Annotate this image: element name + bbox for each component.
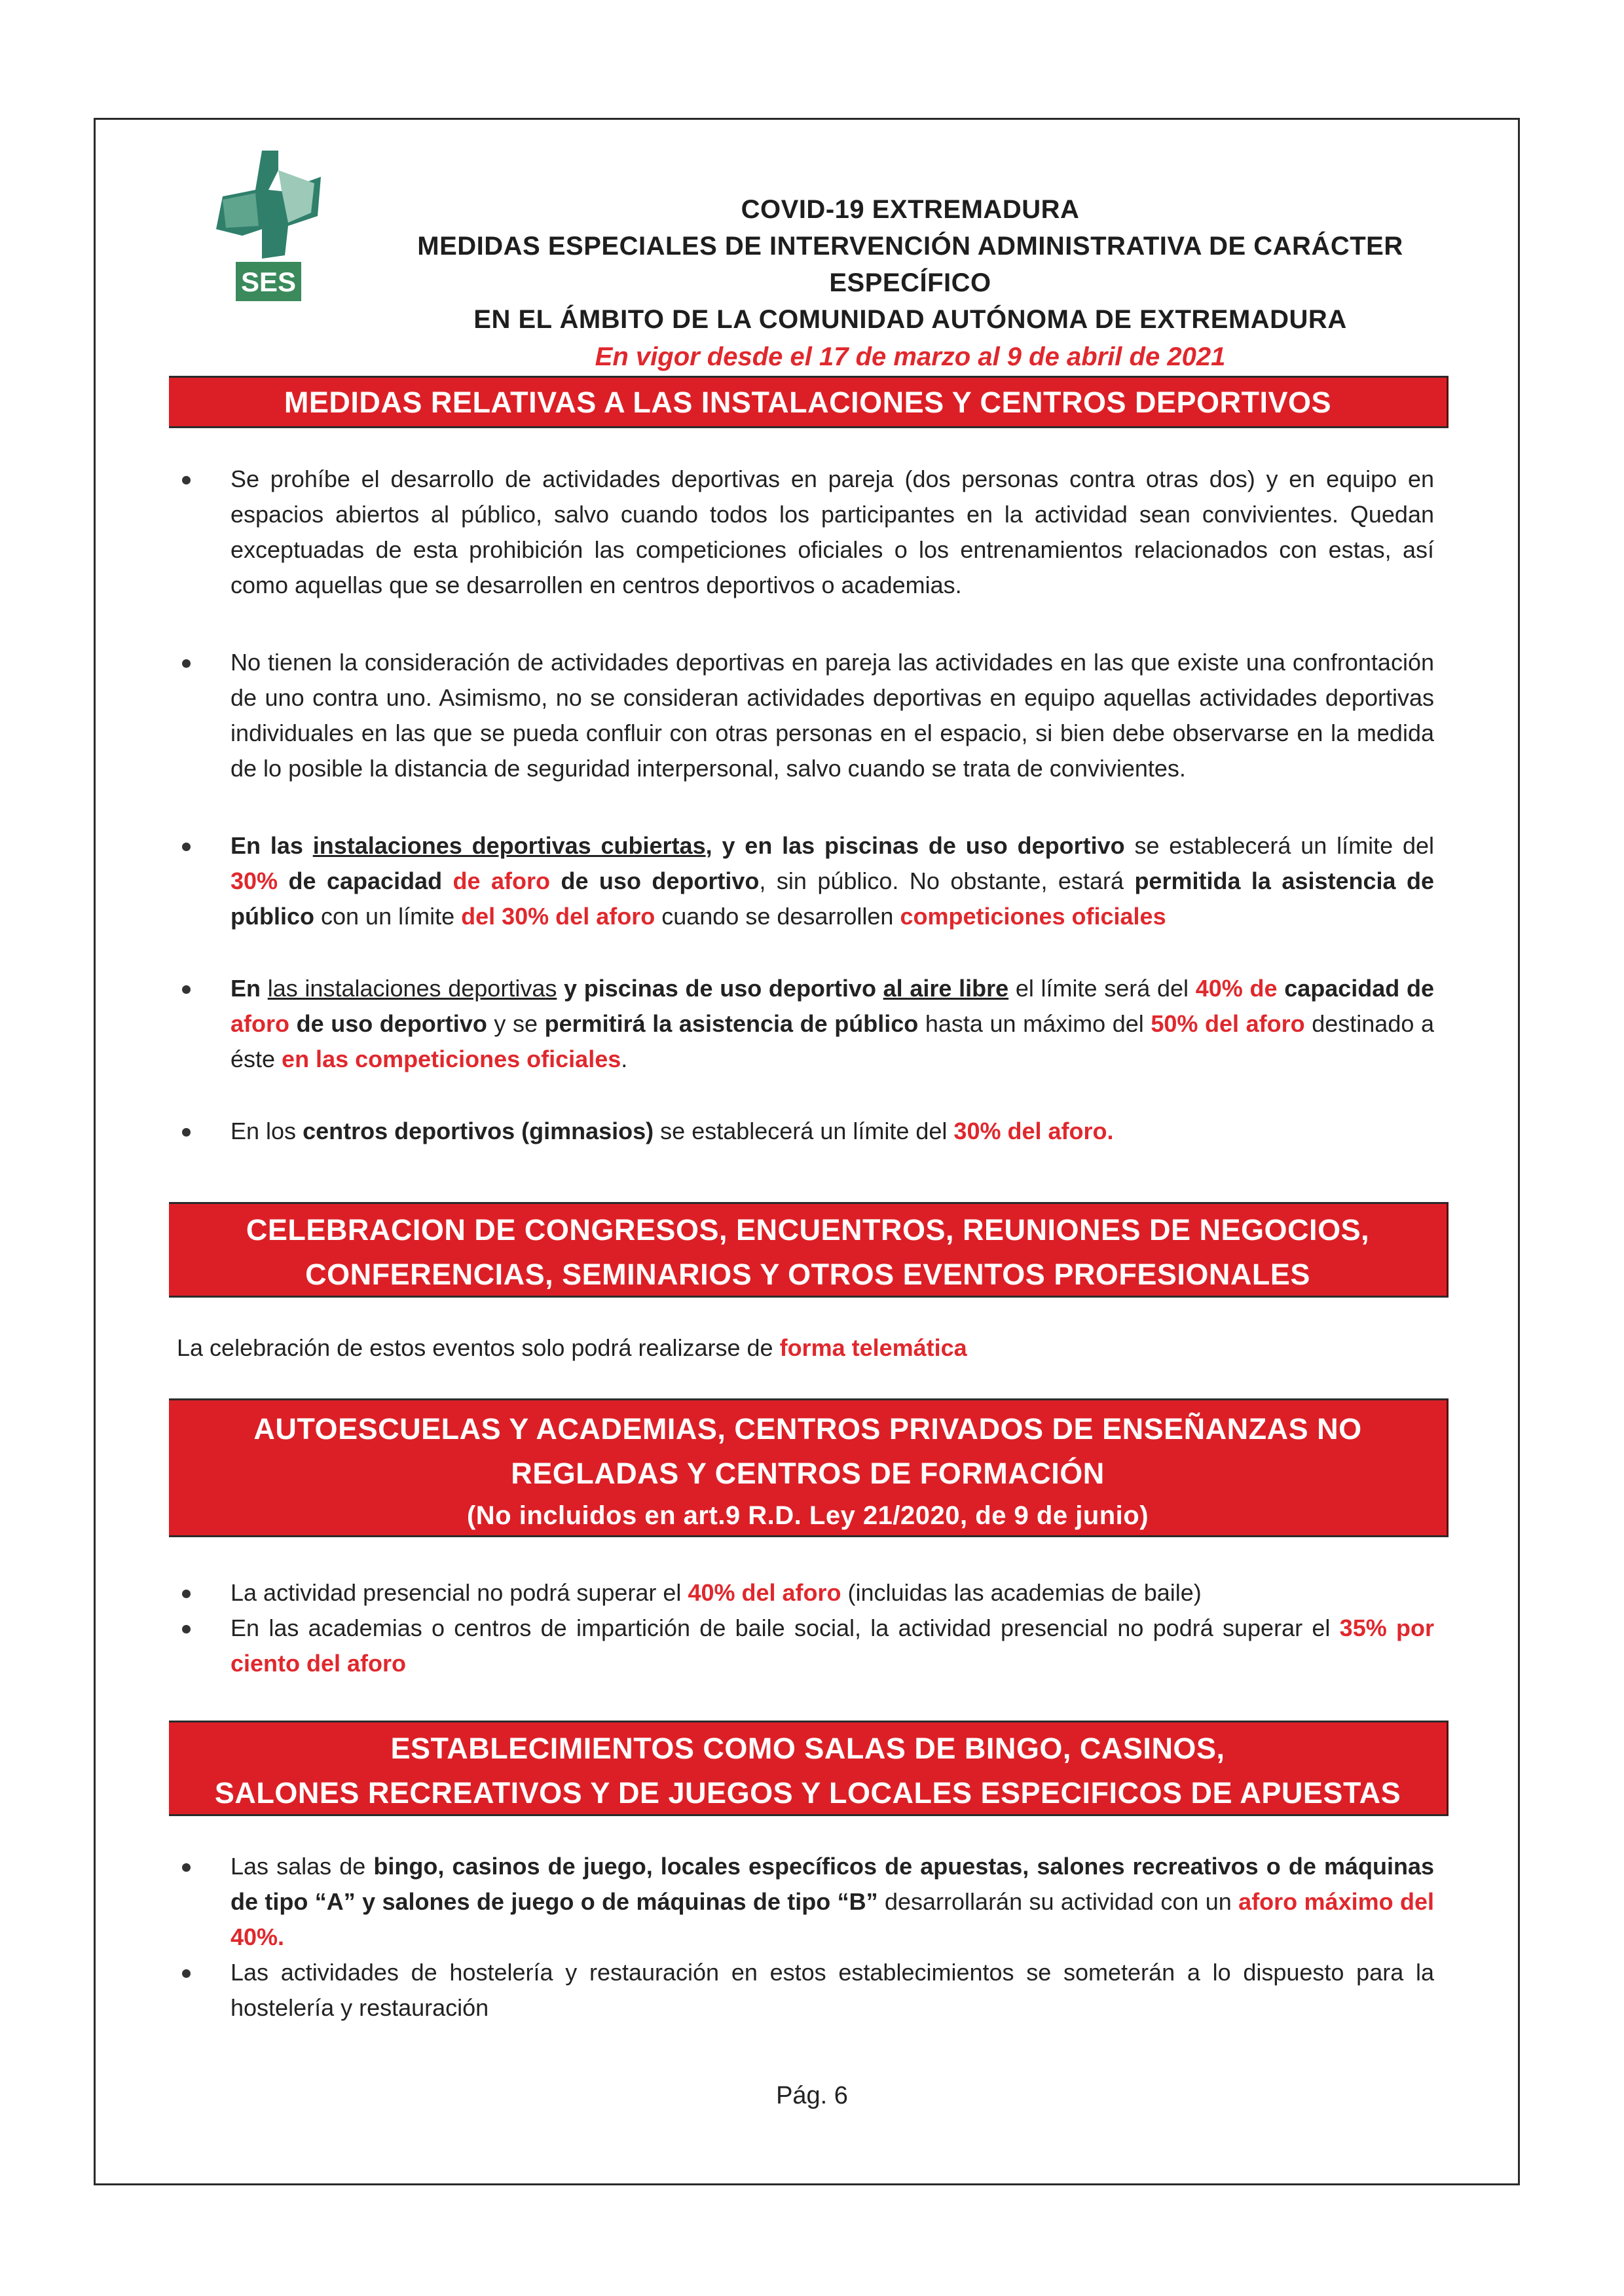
- section-academies-content: [177, 1575, 1434, 1681]
- page-number: Pág. 6: [776, 2082, 848, 2109]
- text-run: , sin público. No obstante, estará: [759, 867, 1135, 894]
- text-run: al aire libre: [883, 975, 1009, 1002]
- list-item: [177, 462, 1434, 603]
- text-run: 35% por ciento del aforo: [231, 1614, 1434, 1677]
- bullet-icon: [182, 476, 191, 484]
- text-run: En las academias o centros de impartición de baile social, la actividad presencial no podrá superar el: [231, 1614, 1340, 1641]
- list-item: [177, 1575, 1434, 1611]
- text-run: se establecerá un límite del: [1124, 832, 1434, 859]
- list-item: [177, 1849, 1434, 1955]
- text-run: se establecerá un límite del: [654, 1118, 954, 1144]
- bullet-icon: [182, 1590, 191, 1598]
- text-run: En: [231, 975, 268, 1002]
- text-run: de capacidad: [278, 867, 453, 894]
- bullet-text: Se prohíbe el desarrollo de actividades deportivas en pareja (dos personas contra otras dos) y en equipo en espacios abiertos al público, salvo cuando todos los participantes en la actividad sean convivientes. Quedan exceptuadas de esta prohibición las competiciones oficiales o los entrenamientos relacionados con estas, así como aquellas que se desarrollen en centros deportivos o academias.: [231, 465, 1434, 598]
- text-run: con un límite: [314, 903, 462, 930]
- section-congresses-content: [177, 1330, 1434, 1366]
- bullet-icon: [182, 843, 191, 851]
- bullet-text: Las actividades de hostelería y restauración en estos establecimientos se someterán a lo dispuesto para la hostelería y restauración: [231, 1959, 1434, 2021]
- bullet-text: No tienen la consideración de actividades deportivas en pareja las actividades en las que existe una confrontación de uno contra uno. Asimismo, no se consideran actividades deportivas en equipo aquellas actividades deportivas individuales en las que se pueda confluir con otras personas en el espacio, si bien debe observarse en la medida de lo posible la distancia de seguridad interpersonal, salvo cuando se trata de convivientes.: [231, 649, 1434, 782]
- header-validity-date: En vigor desde el 17 de marzo al 9 de abril de 2021: [595, 342, 1226, 371]
- list-item: [177, 971, 1434, 1077]
- document-header: [354, 191, 1467, 376]
- bullet-icon: [182, 659, 191, 668]
- header-line-1: COVID-19 EXTREMADURA: [741, 195, 1080, 224]
- list-item: [177, 1114, 1434, 1149]
- section-subtitle: (No incluidos en art.9 R.D. Ley 21/2020, de 9 de junio): [466, 1501, 1149, 1530]
- text-run: de uso deportivo: [550, 867, 760, 894]
- text-run: 40% de: [1195, 975, 1278, 1002]
- text-run: del 30% del aforo: [461, 903, 655, 930]
- text-run: 30% del aforo.: [953, 1118, 1114, 1144]
- header-line-2: MEDIDAS ESPECIALES DE INTERVENCIÓN ADMINISTRATIVA DE CARÁCTER ESPECÍFICO: [417, 232, 1403, 297]
- section-gambling-content: [177, 1849, 1434, 2026]
- list-item: [177, 1955, 1434, 2026]
- bullet-icon: [182, 1969, 191, 1978]
- section-banner-sports: [169, 376, 1449, 428]
- text-run: centros deportivos (gimnasios): [303, 1118, 654, 1144]
- text-run: Las salas de: [231, 1853, 374, 1880]
- text-run: .: [621, 1046, 628, 1072]
- bullet-icon: [182, 1128, 191, 1137]
- logo-text: SES: [240, 266, 297, 297]
- list-item: [177, 1611, 1434, 1681]
- section-title-line: REGLADAS Y CENTROS DE FORMACIÓN: [511, 1457, 1105, 1490]
- section-title-line: CELEBRACION DE CONGRESOS, ENCUENTROS, REUNIONES DE NEGOCIOS,: [246, 1213, 1370, 1247]
- text-run: (incluidas las academias de baile): [841, 1579, 1202, 1606]
- text-run: desarrollarán su actividad con un: [877, 1888, 1239, 1915]
- section-title-line: ESTABLECIMIENTOS COMO SALAS DE BINGO, CASINOS,: [390, 1732, 1225, 1765]
- section-sports-content: [177, 462, 1434, 1149]
- text-run: competiciones oficiales: [900, 903, 1166, 930]
- text-run: el límite será del: [1008, 975, 1196, 1002]
- text-run: permitirá la asistencia de público: [544, 1010, 919, 1037]
- text-run: La celebración de estos eventos solo podrá realizarse de: [177, 1334, 780, 1361]
- bullet-icon: [182, 1625, 191, 1633]
- list-item: [177, 645, 1434, 786]
- header-line-3: EN EL ÁMBITO DE LA COMUNIDAD AUTÓNOMA DE EXTREMADURA: [473, 305, 1347, 334]
- text-run: bingo, casinos de juego, locales específicos de apuestas, salones recreativos o de máquinas de tipo “A” y salones de juego o de máquinas de tipo “B”: [231, 1853, 1434, 1915]
- section-title-line: CONFERENCIAS, SEMINARIOS Y OTROS EVENTOS PROFESIONALES: [305, 1258, 1310, 1291]
- text-run: permitida la asistencia de público: [231, 867, 1434, 930]
- section-title-line: AUTOESCUELAS Y ACADEMIAS, CENTROS PRIVADOS DE ENSEÑANZAS NO: [253, 1412, 1362, 1446]
- text-run: En los: [231, 1118, 303, 1144]
- text-run: , y en las piscinas de uso deportivo: [705, 832, 1125, 859]
- section-title: MEDIDAS RELATIVAS A LAS INSTALACIONES Y CENTROS DEPORTIVOS: [284, 386, 1332, 419]
- text-run: aforo: [231, 1010, 289, 1037]
- section-banner-academies: [169, 1398, 1449, 1537]
- text-run: forma telemática: [779, 1334, 967, 1361]
- text-run: 30%: [231, 867, 278, 894]
- bullet-icon: [182, 985, 191, 994]
- bullet-icon: [182, 1863, 191, 1872]
- text-run: La actividad presencial no podrá superar el: [231, 1579, 688, 1606]
- text-run: y se: [487, 1010, 545, 1037]
- text-run: de uso deportivo: [289, 1010, 487, 1037]
- text-run: capacidad de: [1277, 975, 1434, 1002]
- text-run: las instalaciones deportivas: [267, 975, 557, 1002]
- text-run: de aforo: [452, 867, 550, 894]
- section-banner-congresses: [169, 1202, 1449, 1298]
- ses-logo: [216, 151, 321, 308]
- section-title-line: SALONES RECREATIVOS Y DE JUEGOS Y LOCALES ESPECIFICOS DE APUESTAS: [214, 1776, 1401, 1810]
- text-run: instalaciones deportivas cubiertas: [312, 832, 706, 859]
- text-run: 40% del aforo: [688, 1579, 841, 1606]
- text-run: hasta un máximo del: [918, 1010, 1151, 1037]
- text-run: cuando se desarrollen: [655, 903, 900, 930]
- text-run: 50% del aforo: [1151, 1010, 1305, 1037]
- text-run: destinado a éste: [231, 1010, 1434, 1072]
- section-banner-gambling: [169, 1721, 1449, 1816]
- text-run: y piscinas de uso deportivo: [557, 975, 883, 1002]
- text-run: en las competiciones oficiales: [282, 1046, 621, 1072]
- text-run: aforo máximo del 40%.: [231, 1888, 1434, 1950]
- text-run: En las: [231, 832, 313, 859]
- list-item: [177, 828, 1434, 934]
